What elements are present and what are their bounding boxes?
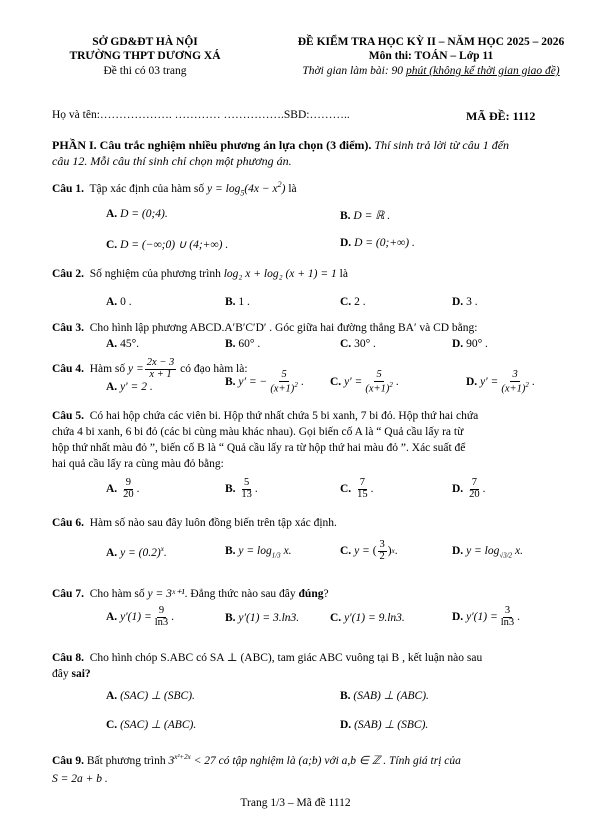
q8-line2: đây sai? <box>52 668 91 680</box>
student-name-line: Họ và tên:………………. ………… …………….SBD:……….. <box>52 109 350 121</box>
q8-option-a[interactable]: A. (SAC) ⊥ (SBC). <box>106 690 195 702</box>
q3-option-d[interactable]: D. 90° . <box>452 338 488 350</box>
question-8: Câu 8. Cho hình chóp S.ABC có SA ⊥ (ABC), tam giác ABC vuông tại B , kết luận nào sau <box>52 652 483 664</box>
exam-title: ĐỀ KIỂM TRA HỌC KỲ II – NĂM HỌC 2025 – 2026 <box>297 36 565 48</box>
question-4: Câu 4. Hàm số y = $\frac{2x - 3}{x + 1}$ có đạo hàm là: <box>52 357 248 380</box>
q1-option-b[interactable]: B. D = ℝ . <box>340 210 391 222</box>
q2-option-a[interactable]: A. 0 . <box>106 296 132 308</box>
exam-code: MÃ ĐỀ: 1112 <box>466 109 536 123</box>
q7-option-d[interactable]: D. y′(1) = $\frac{3}{\ln 3}$ . <box>452 605 521 628</box>
q5-option-d[interactable]: D. $\frac{7}{20}$ . <box>452 477 486 500</box>
question-3: Câu 3. Cho hình lập phương ABCD.A′B′C′D′ . Góc giữa hai đường thẳng BA′ và CD bằng: <box>52 322 478 334</box>
q7-option-b[interactable]: B. y′(1) = 3.ln3. <box>225 612 300 624</box>
q7-option-c[interactable]: C. y′(1) = 9.ln3. <box>330 612 405 624</box>
q6-option-d[interactable]: D. $y = \log_{√3/2} x$. <box>452 545 524 560</box>
q5-line2: chứa 4 bi xanh, 6 bi đỏ (các bi cùng màu khác nhau). Gọi biến cố A là “ Quả cầu lấy ra từ <box>52 426 464 438</box>
question-6: Câu 6. Hàm số nào sau đây luôn đồng biến trên tập xác định. <box>52 517 337 529</box>
question-9: Câu 9. Bất phương trình $3^{x^2+2x} < 27$ có tập nghiệm là (a;b) với a,b ∈ ℤ . Tính giá trị của <box>52 753 461 767</box>
q5-option-a[interactable]: A. $\frac{9}{20}$ . <box>106 477 140 500</box>
q8-option-c[interactable]: C. (SAC) ⊥ (ABC). <box>106 719 197 731</box>
q1-function: $y = \log_5(4x - x^2)$ <box>207 180 286 198</box>
q1-option-c[interactable]: C. D = (−∞;0) ∪ (4;+∞) . <box>106 239 229 251</box>
q7-option-a[interactable]: A. y′(1) = $\frac{9}{\ln 3}$ . <box>106 605 175 628</box>
q3-option-b[interactable]: B. 60° . <box>225 338 261 350</box>
question-1: Câu 1. Tập xác định của hàm số $y = \log_5(4x - x^2)$ là <box>52 180 297 198</box>
q4-option-c[interactable]: C. y′ = $\frac{5}{(x+1)^2}$ . <box>330 369 399 394</box>
q4-option-b[interactable]: B. y′ = − $\frac{5}{(x+1)^2}$ . <box>225 369 304 394</box>
page-count: Đề thi có 03 trang <box>103 65 187 77</box>
q2-option-d[interactable]: D. 3 . <box>452 296 478 308</box>
q3-option-a[interactable]: A. 45°. <box>106 338 140 350</box>
q5-line4: hai quả cầu lấy ra cùng màu đỏ bằng: <box>52 458 224 470</box>
q1-option-d[interactable]: D. D = (0;+∞) . <box>340 237 415 249</box>
q5-option-b[interactable]: B. $\frac{5}{13}$ . <box>225 477 258 500</box>
q5-line3: hộp thứ nhất màu đỏ ”, biến cố B là “ Quả cầu lấy ra từ hộp thứ hai màu đỏ ”. Xác suất để <box>52 442 466 454</box>
q4-option-d[interactable]: D. y′ = $\frac{3}{(x+1)^2}$ . <box>466 369 535 394</box>
q1-option-a[interactable]: A. D = (0;4). <box>106 208 168 220</box>
part1-instructions: câu 12. Mỗi câu thí sinh chỉ chọn một phương án. <box>52 154 292 168</box>
q6-option-b[interactable]: B. $y = \log_{1/3} x$. <box>225 545 292 560</box>
page-footer: Trang 1/3 – Mã đề 1112 <box>240 797 351 809</box>
q6-option-a[interactable]: A. $y = (0.2)^x$. <box>106 545 167 559</box>
q3-option-c[interactable]: C. 30° . <box>340 338 376 350</box>
q4-option-a[interactable]: A. y′ = 2 . <box>106 381 153 393</box>
duration: Thời gian làm bài: 90 phút (không kể thời gian giao đề) <box>302 65 560 77</box>
q5-option-c[interactable]: C. $\frac{7}{15}$ . <box>340 477 374 500</box>
question-2: Câu 2. Số nghiệm của phương trình log₂ x + log₂ (x + 1) = 1 là <box>52 268 348 280</box>
question-5: Câu 5. Có hai hộp chứa các viên bi. Hộp thứ nhất chứa 5 bi xanh, 7 bi đỏ. Hộp thứ hai chứa <box>52 410 479 422</box>
q6-option-c[interactable]: C. y = ( $\frac{3}{2}$ ) x . <box>340 539 398 562</box>
part1-heading: PHẦN I. Câu trắc nghiệm nhiều phương án lựa chọn (3 điểm). Thí sinh trả lời từ câu 1 đến <box>52 138 510 152</box>
q2-option-c[interactable]: C. 2 . <box>340 296 366 308</box>
subject: Môn thi: TOÁN – Lớp 11 <box>368 50 494 62</box>
q9-line2: S = 2a + b . <box>52 773 108 785</box>
q8-option-b[interactable]: B. (SAB) ⊥ (ABC). <box>340 690 429 702</box>
q8-option-d[interactable]: D. (SAB) ⊥ (SBC). <box>340 719 429 731</box>
q2-option-b[interactable]: B. 1 . <box>225 296 250 308</box>
department-name: SỞ GD&ĐT HÀ NỘI <box>92 36 198 48</box>
school-name: TRƯỜNG THPT DƯƠNG XÁ <box>69 50 221 62</box>
question-7: Câu 7. Cho hàm số y = 3ˣ⁺¹. Đẳng thức nào sau đây đúng? <box>52 588 329 600</box>
